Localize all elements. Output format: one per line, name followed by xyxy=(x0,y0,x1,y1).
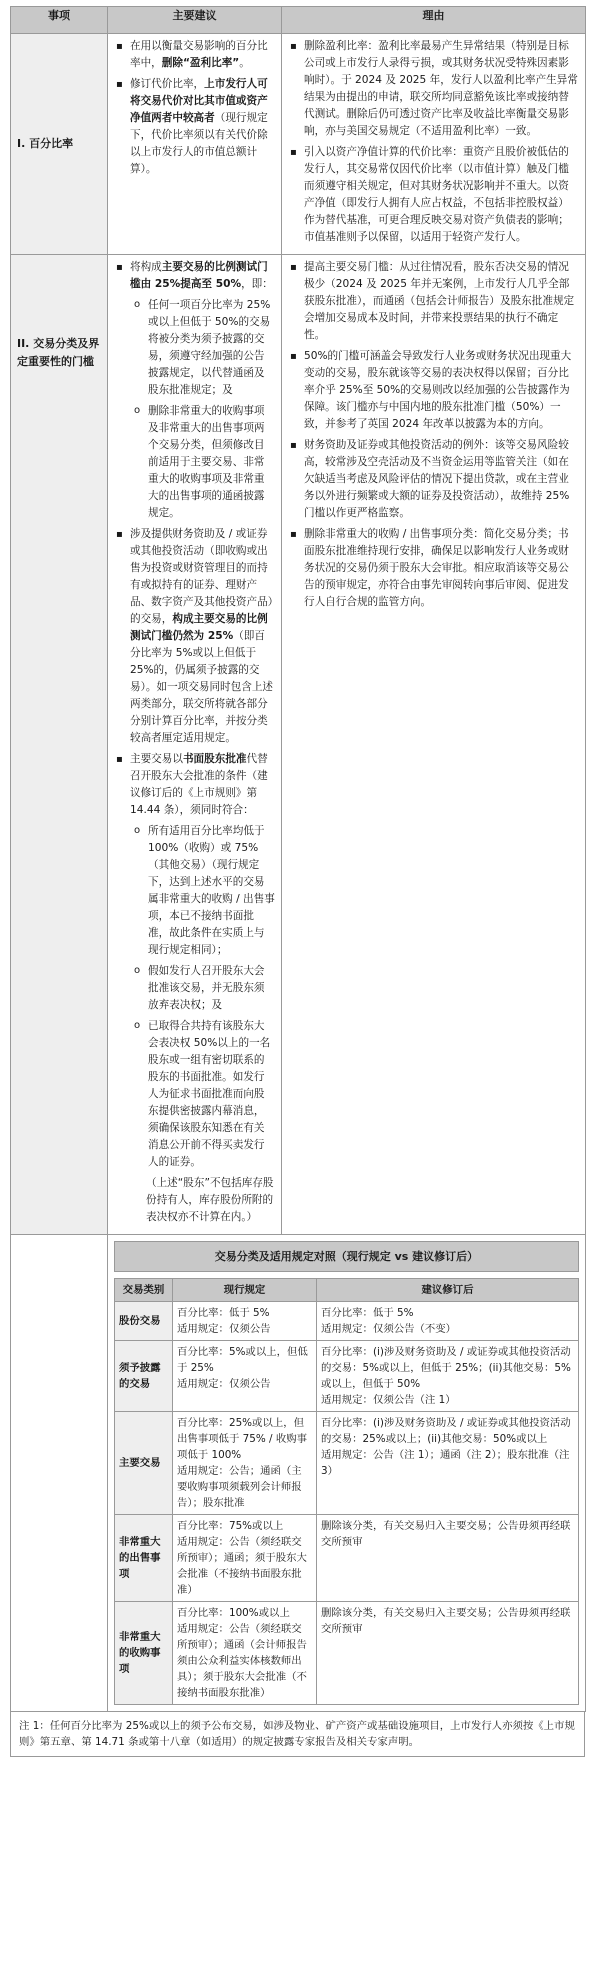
section2-s3-item-2: o 假如发行人召开股东大会批准该交易，并无股东须放弃表决权；及 xyxy=(148,963,275,1014)
section1-reasons xyxy=(282,34,586,255)
row-current: 百分比率：25%或以上，但出售事项低于 75% / 收购事项低于 100% 适用规定：公告；通函（主要收购事项须载列会计师报告）；股东批准 xyxy=(173,1412,317,1515)
section2-suggestions xyxy=(108,255,282,1235)
row-current: 百分比率：75%或以上 适用规定：公告（须经联交所预审）；通函；须于股东大会批准（不接纳书面股东批准） xyxy=(173,1515,317,1602)
section1-reason-2: ▪ 引入以资产净值计算的代价比率：重资产且股价被低估的发行人，其交易常仅因代价比率（以市值计算）触及门槛而须遵守相关规定，但对其财务状况影响并不重大。以资产净值（即发行人拥有人应占权益，不包括非控股权益）作为替代基准，可更合理反映交易对资产负债表的影响；市值基准则予以保留，以适用于轻资产发行人。 xyxy=(304,144,579,246)
row-type: 非常重大的收购事项 xyxy=(115,1602,173,1705)
comparison-header-proposed: 建议修订后 xyxy=(317,1279,579,1302)
table-row xyxy=(115,1412,579,1515)
header-item: 事项 xyxy=(11,7,108,34)
row-type: 主要交易 xyxy=(115,1412,173,1515)
header-suggestion: 主要建议 xyxy=(108,7,282,34)
section2-suggestion-1: ▪ 将构成主要交易的比例测试门槛由 25%提高至 50%，即： o 任何一项百分比率为 25%或以上但低于 50%的交易将被分类为须予披露的交易，须遵守经加强的公告披露规定，以代替通函及股东批准规定；及 o 删除非常重大的收购事项及非常重大的出售事项两个交易分类，但须修改目前适用于主要交易、非常重大的收购事项及非常重大的出售事项的通函披露规定。 xyxy=(130,259,275,522)
row-proposed: 百分比率：低于 5% 适用规定：仅须公告（不变） xyxy=(317,1302,579,1341)
section1-suggestion-2: ▪ 修订代价比率，上市发行人可将交易代价对比其市值或资产净值两者中较高者（现行规定下，代价比率须以有关代价除以上市发行人的市值总额计算）。 xyxy=(130,76,275,178)
section2-s3-item-1: o 所有适用百分比率均低于 100%（收购）或 75%（其他交易）（现行规定下，达到上述水平的交易属非常重大的收购 / 出售事项，本已不接纳书面批准，故此条件在实质上与现行规定相同）； xyxy=(148,823,275,959)
section2-s3-note: （上述“股东”不包括库存股份持有人，库存股份所附的表决权亦不计算在内。） xyxy=(146,1177,274,1223)
document xyxy=(10,6,585,1757)
section2-reason-2: ▪ 50%的门槛可涵盖会导致发行人业务或财务状况出现重大变动的交易，股东就该等交易的表决权得以保留；百分比率介乎 25%至 50%的交易则改以经加强的公告披露作为保障。该门槛亦与中国内地的股东批准门槛（50%）一致，并参考了英国 2024 年改革以披露为本的方向。 xyxy=(304,348,579,433)
row-proposed: 删除该分类，有关交易归入主要交易；公告毋须再经联交所预审 xyxy=(317,1602,579,1705)
header-row xyxy=(11,7,586,34)
section1-row xyxy=(11,34,586,255)
comparison-cell xyxy=(108,1235,586,1712)
row-current: 百分比率：低于 5% 适用规定：仅须公告 xyxy=(173,1302,317,1341)
section1-reason-1: ▪ 删除盈利比率：盈利比率最易产生异常结果（特别是目标公司或上市发行人录得亏损，或其财务状况受特殊因素影响时）。于 2024 及 2025 年，发行人以盈利比率产生异常结果为由提出的申请，联交所均同意豁免该比率或接纳替代测试。删除后仍可透过资产比率及收益比率衡量交易影响，亦与美国交易规定（不适用盈利比率）一致。 xyxy=(304,38,579,140)
section2-reasons xyxy=(282,255,586,1235)
row-current: 百分比率：100%或以上 适用规定：公告（须经联交所预审）；通函（会计师报告须由公众利益实体核数师出具）；须于股东大会批准（不接纳书面股东批准） xyxy=(173,1602,317,1705)
section1-title: I. 百分比率 xyxy=(11,34,108,255)
table-row xyxy=(115,1341,579,1412)
row-type: 非常重大的出售事项 xyxy=(115,1515,173,1602)
comparison-row xyxy=(11,1235,586,1712)
section2-title: II. 交易分类及界定重要性的门槛 xyxy=(11,255,108,1235)
comparison-header-type: 交易类别 xyxy=(115,1279,173,1302)
comparison-table xyxy=(114,1278,579,1705)
row-proposed: 删除该分类，有关交易归入主要交易；公告毋须再经联交所预审 xyxy=(317,1515,579,1602)
section2-suggestion-3: ▪ 主要交易以书面股东批准代替召开股东大会批准的条件（建议修订后的《上市规则》第 14.44 条），须同时符合： o 所有适用百分比率均低于 100%（收购）或 75%（其他交易）（现行规定下，达到上述水平的交易属非常重大的收购 / 出售事项，本已不接纳书面批准，故此条件在实质上与现行规定相同）； o 假如发行人召开股东大会批准该交易，并无股东须放弃表决权；及 o 已取得合共持有该股东大会表决权 50%以上的一名股东或一组有密切联系的股东的书面批准。如发行人为征求书面批准而向股东提供密披露内幕消息，须确保该股东知悉在有关消息公开前不得买卖发行人的证券。 （上述“股东”不包括库存股份持有人，库存股份所附的表决权亦不计算在内。） xyxy=(130,751,275,1226)
section1-suggestion-1: ▪ 在用以衡量交易影响的百分比率中，删除“盈利比率”。 xyxy=(130,38,275,72)
comparison-header-row xyxy=(115,1279,579,1302)
table-row xyxy=(115,1302,579,1341)
row-type: 股份交易 xyxy=(115,1302,173,1341)
section2-reason-4: ▪ 删除非常重大的收购 / 出售事项分类：简化交易分类；书面股东批准维持现行安排，确保足以影响发行人业务或财务状况的交易仍须于股东大会审批。相应取消该等交易公告的预审规定，亦符合由事先审阅转向事后审阅、促进发行人自行合规的监管方向。 xyxy=(304,526,579,611)
section2-s1-item-1: o 任何一项百分比率为 25%或以上但低于 50%的交易将被分类为须予披露的交易，须遵守经加强的公告披露规定，以代替通函及股东批准规定；及 xyxy=(148,297,275,399)
table-row xyxy=(115,1515,579,1602)
section2-reason-3: ▪ 财务资助及证券或其他投资活动的例外：该等交易风险较高，较常涉及空壳活动及不当资金运用等监管关注（如在欠缺适当考虑及风险评估的情况下提出贷款，或在主营业务以外进行频繁或大额的证券及投资活动），故维持 25%门槛以作更严格监察。 xyxy=(304,437,579,522)
row-current: 百分比率：5%或以上，但低于 25% 适用规定：仅须公告 xyxy=(173,1341,317,1412)
section2-suggestion-2: ▪ 涉及提供财务资助及 / 或证券或其他投资活动（即收购或出售为投资或财资管理目的而持有或拟持有的证券、理财产品、数字资产及其他投资产品）的交易，构成主要交易的比例测试门槛仍然为 25%（即百分比率为 5%或以上但低于 25%的，仍属须予披露的交易）。如一项交易同时包含上述两类部分，联交所将就各部分分别计算百分比率，并按分类较高者厘定适用规定。 xyxy=(130,526,275,747)
proposal-table xyxy=(10,6,586,1712)
row-proposed: 百分比率：(i)涉及财务资助及 / 或证券或其他投资活动的交易：5%或以上，但低于 25%；(ii)其他交易：5%或以上，但低于 50% 适用规定：仅须公告（注 1） xyxy=(317,1341,579,1412)
section2-s3-item-3: o 已取得合共持有该股东大会表决权 50%以上的一名股东或一组有密切联系的股东的书面批准。如发行人为征求书面批准而向股东提供密披露内幕消息，须确保该股东知悉在有关消息公开前不得买卖发行人的证券。 xyxy=(148,1018,275,1171)
comparison-title: 交易分类及适用规定对照（现行规定 vs 建议修订后） xyxy=(114,1241,579,1272)
comparison-header-current: 现行规定 xyxy=(173,1279,317,1302)
table-row xyxy=(115,1602,579,1705)
footnote: 注 1：任何百分比率为 25%或以上的须予公布交易，如涉及物业、矿产资产或基础设施项目，上市发行人亦须按《上市规则》第五章、第 14.71 条或第十八章（如适用）的规定披露专家报告及相关专家声明。 xyxy=(10,1712,585,1757)
section2-row xyxy=(11,255,586,1235)
header-reason: 理由 xyxy=(282,7,586,34)
section2-reason-1: ▪ 提高主要交易门槛：从过往情况看，股东否决交易的情况极少（2024 及 2025 年并无案例，上市发行人几乎全部获股东批准），而通函（包括会计师报告）及股东批准规定会增加交易成本及时间，并带来投票结果的执行不确定性。 xyxy=(304,259,579,344)
row-type: 须予披露的交易 xyxy=(115,1341,173,1412)
row-proposed: 百分比率：(i)涉及财务资助及 / 或证券或其他投资活动的交易：25%或以上；(ii)其他交易：50%或以上 适用规定：公告（注 1）；通函（注 2）；股东批准（注 3） xyxy=(317,1412,579,1515)
section2-s1-item-2: o 删除非常重大的收购事项及非常重大的出售事项两个交易分类，但须修改目前适用于主要交易、非常重大的收购事项及非常重大的出售事项的通函披露规定。 xyxy=(148,403,275,522)
comparison-spacer xyxy=(11,1235,108,1712)
section1-suggestions xyxy=(108,34,282,255)
